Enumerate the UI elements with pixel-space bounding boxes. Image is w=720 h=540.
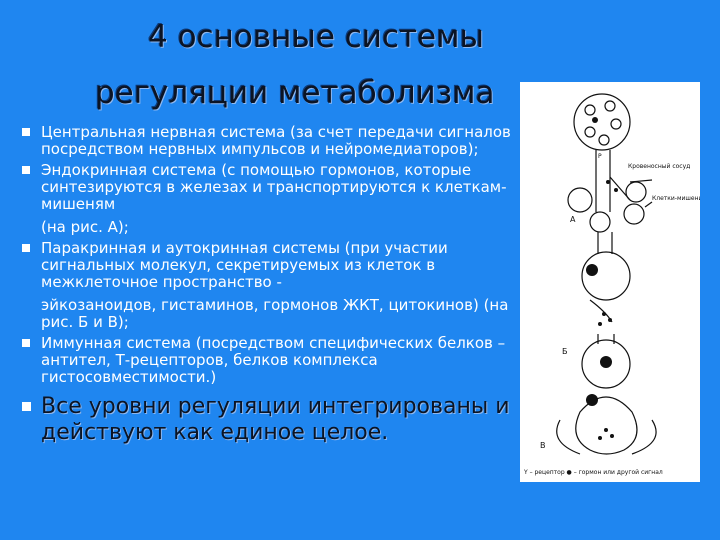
bullet-text: Центральная нервная система (за счет передачи сигналов посредством нервных импульсов и нейромедиаторов);: [41, 123, 511, 158]
signal-dot: [598, 322, 602, 326]
figure-label-targets: Клетки-мишени: [652, 195, 700, 202]
regulation-diagram: [520, 82, 700, 482]
nucleus-dot: [586, 264, 598, 276]
bullet-square-icon: [22, 339, 30, 347]
target-cell: [590, 212, 610, 232]
bullet-text: Паракринная и аутокринная системы (при участии сигнальных молекул, секретируемых из клеток в межклеточное пространство -: [41, 239, 448, 291]
bullet-square-icon: [22, 166, 30, 174]
vessel-stub: [598, 334, 614, 344]
bullet-subtext: эйкозаноидов, гистаминов, гормонов ЖКТ, цитокинов) (на рис. Б и В);: [41, 296, 509, 331]
slide-title-line-2: регуляции метаболизма: [95, 75, 495, 111]
signal-dot: [608, 318, 612, 322]
bullet-text: Эндокринная система (с помощью гормонов, которые синтезируются в железах и транспортируются к клеткам-мишеням: [41, 161, 507, 213]
signal-dot: [598, 436, 602, 440]
figure-cell-letter: Р: [598, 153, 602, 160]
bullet-item-cns: [18, 124, 518, 158]
signal-dot: [602, 312, 606, 316]
nucleus-dot: [592, 117, 598, 123]
label-pointer: [630, 180, 652, 182]
gland-cell: [599, 135, 609, 145]
signal-dot: [610, 434, 614, 438]
figure-label-v: В: [540, 441, 546, 450]
vessel-stub: [598, 232, 612, 254]
nucleus-dot: [600, 356, 612, 368]
gland-cell: [585, 127, 595, 137]
secretory-cell: [582, 252, 630, 300]
nucleus-dot: [586, 394, 598, 406]
gland-cell: [585, 105, 595, 115]
bullet-square-icon: [22, 244, 30, 252]
bullet-item-endocrine: [18, 162, 518, 236]
figure-label-vessel: Кровеносный сосуд: [628, 163, 691, 170]
signal-dot: [604, 428, 608, 432]
bullet-square-icon: [22, 402, 31, 411]
target-cell: [626, 182, 646, 202]
figure-label-a: А: [570, 215, 576, 224]
figure-legend: Y – рецептор ● – гормон или другой сигнал: [524, 469, 663, 476]
bullet-text: Все уровни регуляции интегрированы и действуют как единое целое.: [41, 394, 510, 445]
bullet-item-paracrine: [18, 240, 518, 331]
bullet-text: Иммунная система (посредством специфических белков – антител, Т-рецепторов, белков комплекса гистосовместимости.): [41, 334, 506, 386]
slide-title-line-1: 4 основные системы: [148, 19, 484, 55]
gland-cell: [605, 101, 615, 111]
regulation-diagram-svg: [520, 82, 700, 482]
bullet-list: [18, 124, 518, 450]
hormone-dot: [614, 188, 618, 192]
figure-label-b: Б: [562, 347, 568, 356]
gland-circle: [574, 94, 630, 150]
bullet-subtext: (на рис. А);: [41, 218, 129, 236]
bullet-square-icon: [22, 128, 30, 136]
gland-cell: [611, 119, 621, 129]
feedback-arrows: [557, 420, 656, 454]
autocrine-cell: [576, 397, 637, 454]
bullet-item-summary: [18, 394, 518, 446]
hormone-dot: [606, 180, 610, 184]
target-cell: [624, 204, 644, 224]
bullet-item-immune: [18, 335, 518, 386]
label-pointer: [645, 202, 652, 207]
target-cell: [568, 188, 592, 212]
